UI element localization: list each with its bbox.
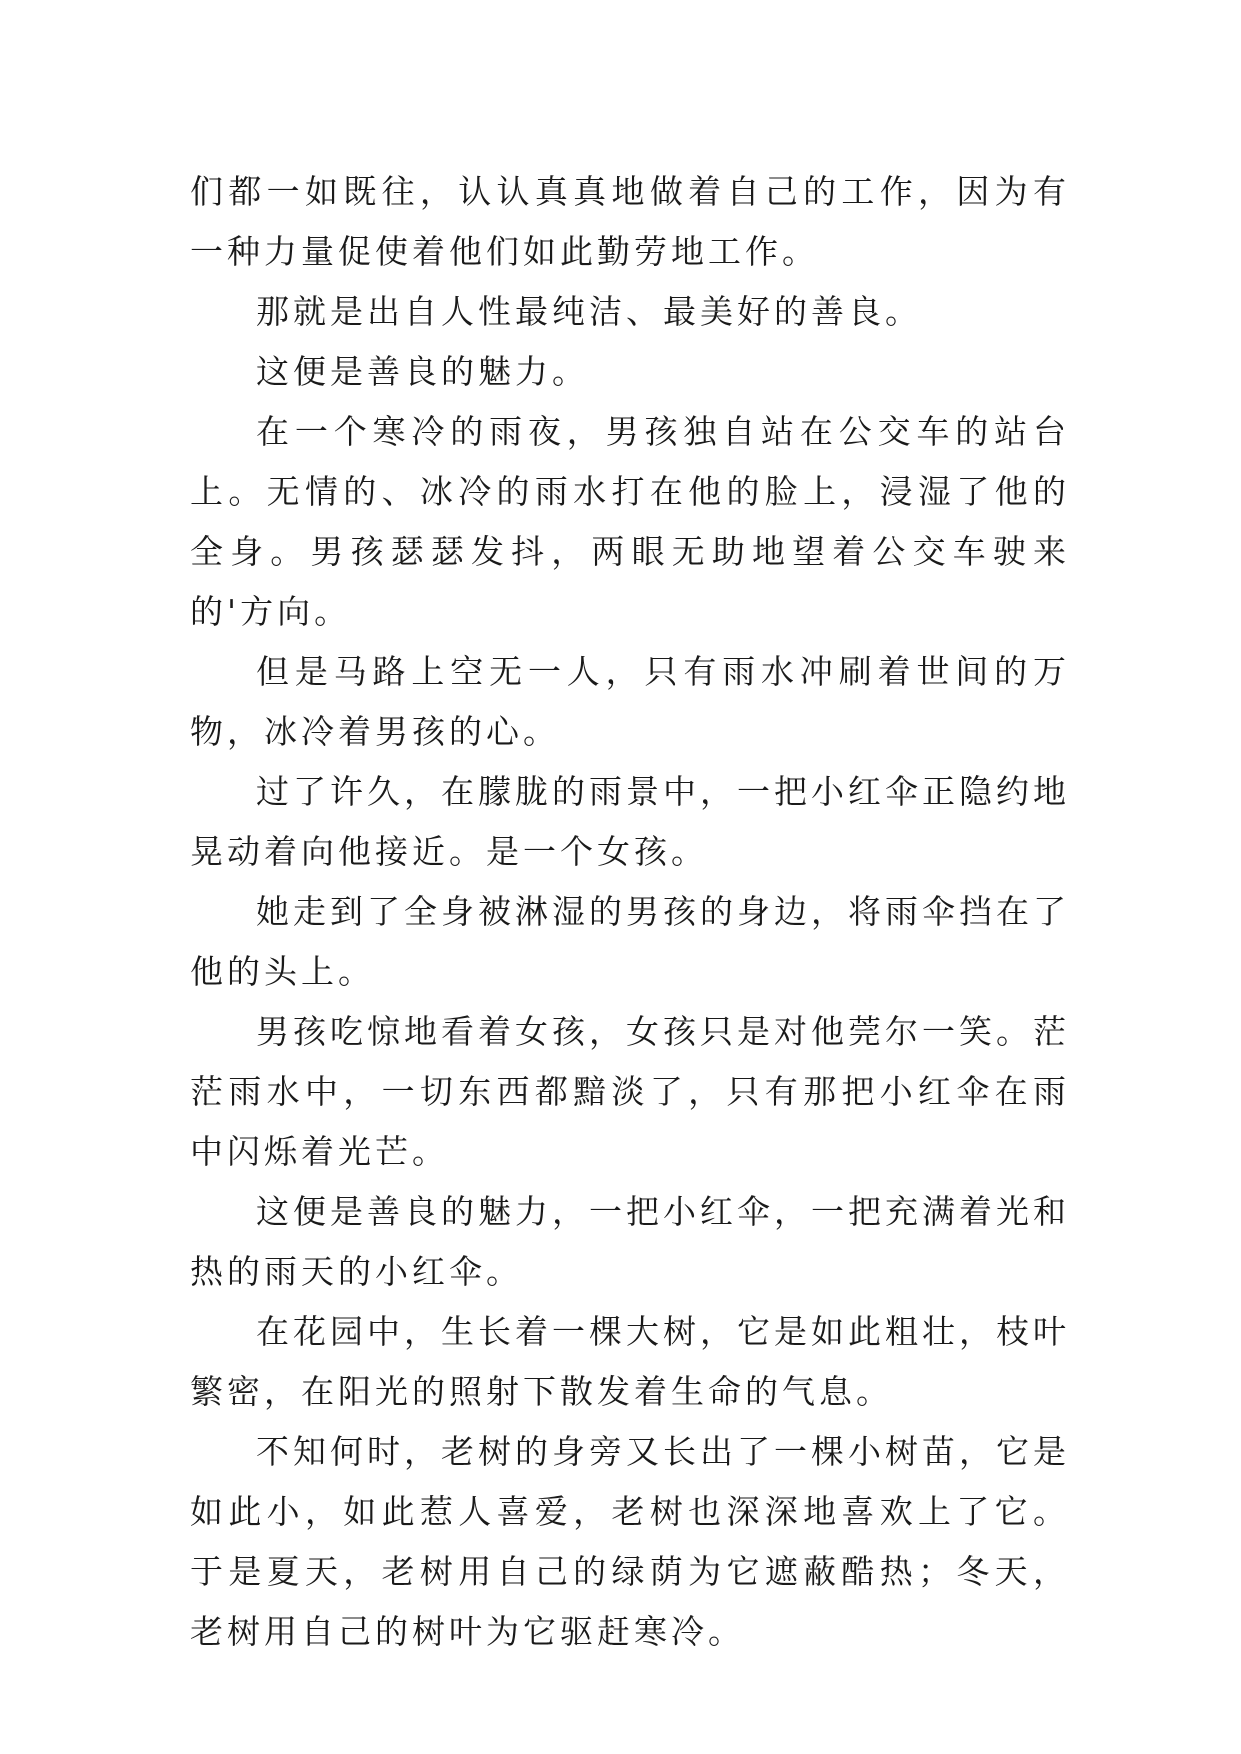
paragraph-7: 她走到了全身被淋湿的男孩的身边，将雨伞挡在了他的头上。 xyxy=(190,892,1070,991)
paragraph-9: 这便是善良的魅力，一把小红伞，一把充满着光和热的雨天的小红伞。 xyxy=(190,1192,1070,1291)
paragraph-6: 过了许久，在朦胧的雨景中，一把小红伞正隐约地晃动着向他接近。是一个女孩。 xyxy=(190,772,1070,871)
paragraph-4: 在一个寒冷的雨夜，男孩独自站在公交车的站台上。无情的、冰冷的雨水打在他的脸上，浸湿了他的全身。男孩瑟瑟发抖，两眼无助地望着公交车驶来的'方向。 xyxy=(190,412,1070,631)
paragraph-1: 们都一如既往，认认真真地做着自己的工作，因为有一种力量促使着他们如此勤劳地工作。 xyxy=(190,172,1070,271)
paragraph-11: 不知何时，老树的身旁又长出了一棵小树苗，它是如此小，如此惹人喜爱，老树也深深地喜欢上了它。于是夏天，老树用自己的绿荫为它遮蔽酷热；冬天，老树用自己的树叶为它驱赶寒冷。 xyxy=(190,1432,1070,1651)
paragraph-2: 那就是出自人性最纯洁、最美好的善良。 xyxy=(256,292,922,331)
paragraph-5: 但是马路上空无一人，只有雨水冲刷着世间的万物，冰冷着男孩的心。 xyxy=(190,652,1070,751)
paragraph-3: 这便是善良的魅力。 xyxy=(256,352,589,391)
paragraph-8: 男孩吃惊地看着女孩，女孩只是对他莞尔一笑。茫茫雨水中，一切东西都黯淡了，只有那把小红伞在雨中闪烁着光芒。 xyxy=(190,1012,1070,1171)
body-text xyxy=(190,162,1070,1662)
paragraph-10: 在花园中，生长着一棵大树，它是如此粗壮，枝叶繁密，在阳光的照射下散发着生命的气息。 xyxy=(190,1312,1070,1411)
